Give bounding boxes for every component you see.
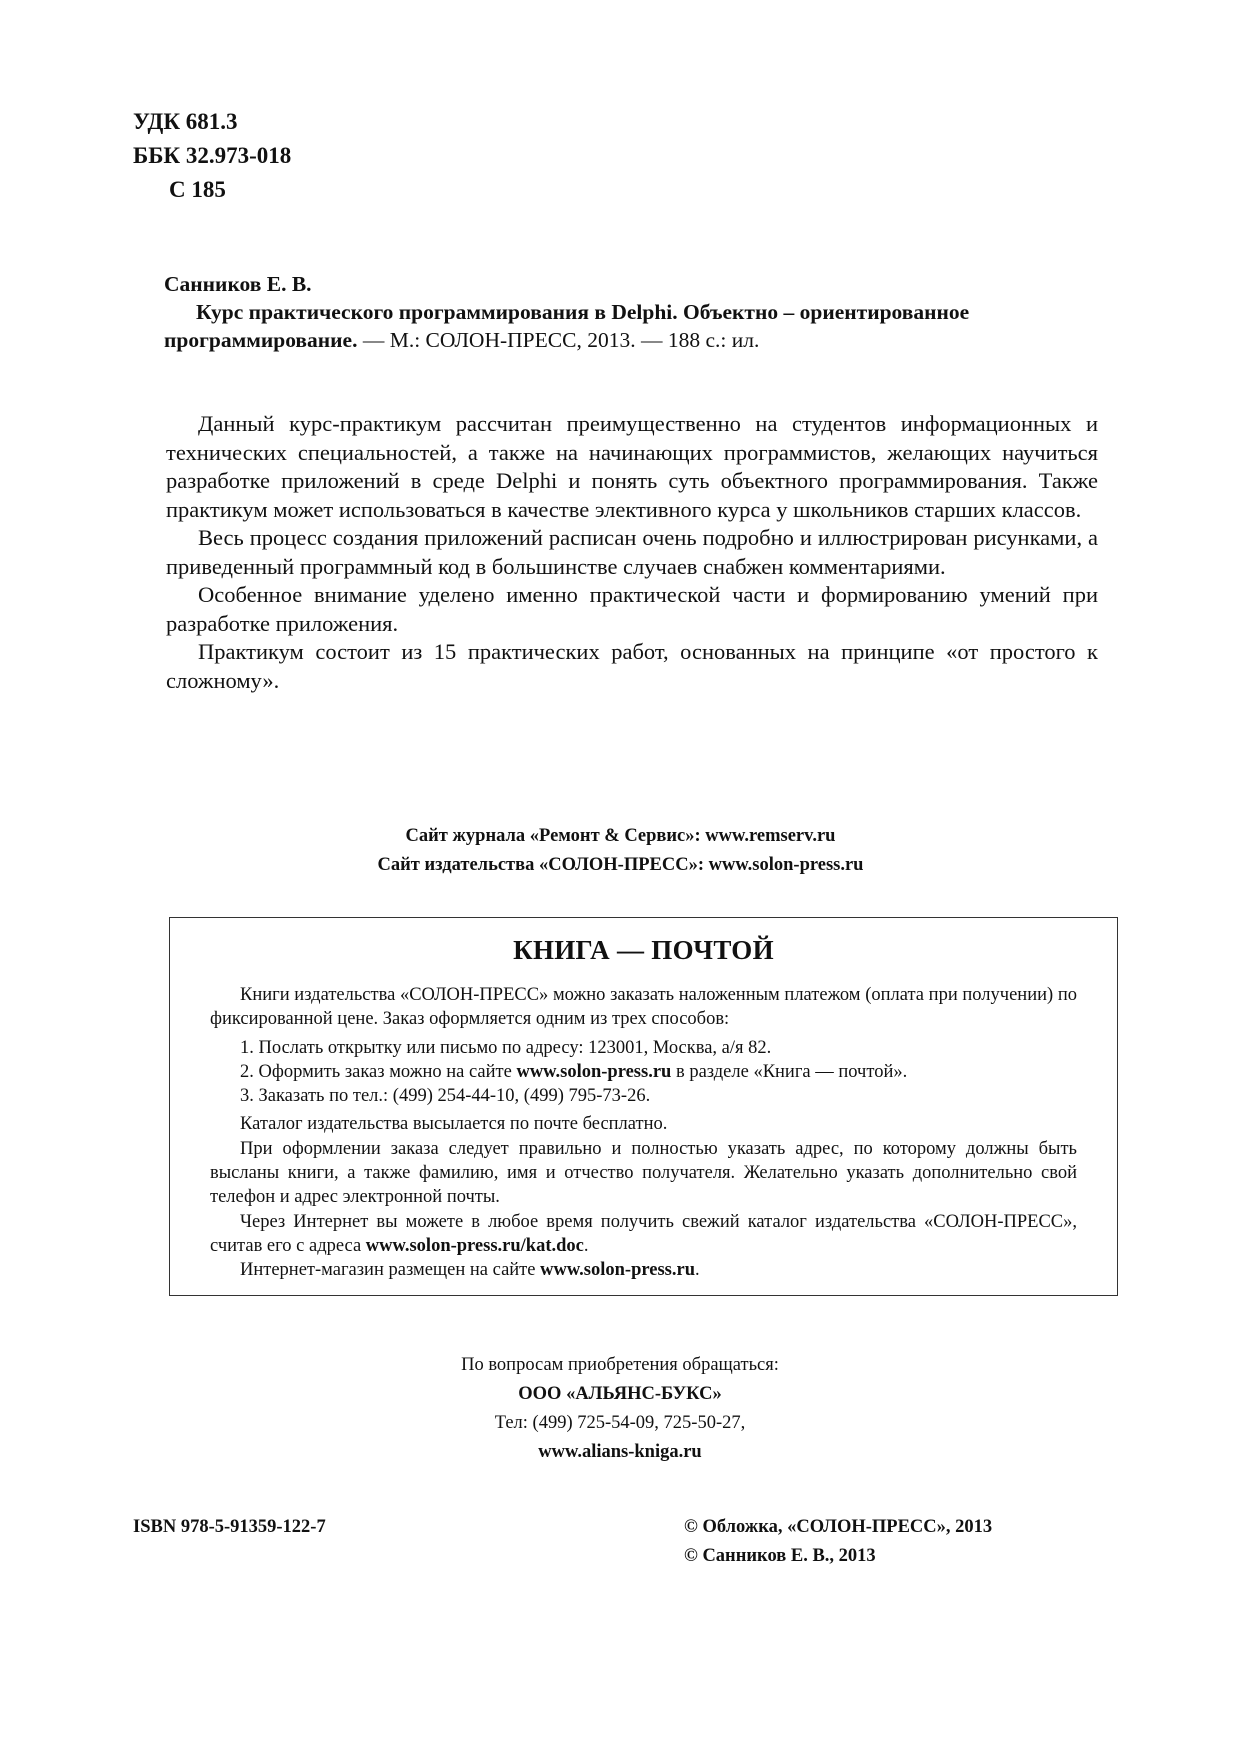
annotation-paragraph: Особенное внимание уделено именно практической части и формированию умений при разработке приложения. [166, 582, 1098, 636]
distributor-block [320, 1351, 920, 1467]
copyright-author: © Санников Е. В., 2013 [684, 1546, 876, 1566]
online-shop-link[interactable]: www.solon-press.ru [540, 1260, 695, 1281]
distributor-phone: Тел: (499) 725-54-09, 725-50-27, [494, 1413, 746, 1433]
book-title-line2 [164, 326, 1114, 354]
order-method-1: 1. Послать открытку или письмо по адресу: 123001, Москва, а/я 82. [240, 1037, 772, 1058]
online-shop-suffix: . [694, 1260, 700, 1281]
solon-press-link[interactable]: www.solon-press.ru [516, 1061, 672, 1082]
catalog-note: Каталог издательства высылается по почте бесплатно. [240, 1114, 668, 1135]
order-method-2 [210, 1060, 1077, 1084]
annotation [166, 410, 1098, 695]
distributor-website[interactable]: www.alians-kniga.ru [538, 1442, 702, 1462]
journal-site: Сайт журнала «Ремонт & Сервис»: www.remserv.ru [405, 826, 836, 846]
distributor-intro: По вопросам приобретения обращаться: [461, 1355, 779, 1375]
isbn: ISBN 978-5-91359-122-7 [133, 1517, 326, 1537]
mail-order-title: КНИГА — ПОЧТОЙ [513, 935, 774, 965]
internet-catalog-suffix: . [583, 1235, 589, 1256]
order-method-3: 3. Заказать по тел.: (499) 254-44-10, (499) 795-73-26. [240, 1086, 651, 1107]
address-note: При оформлении заказа следует правильно и полностью указать адрес, по которому должны быть высланы книги, а также фамилию, имя и отчество получателя. Желательно указать дополнительно свой телефон и адрес электронной почты. [210, 1138, 1077, 1208]
book-title-end: программирование. [164, 328, 358, 352]
mail-order-box [169, 917, 1118, 1296]
distributor-company: ООО «АЛЬЯНС-БУКС» [518, 1384, 722, 1404]
cutter-code: С 185 [169, 177, 226, 202]
classification-block [133, 105, 291, 207]
order-method-2-text: 2. Оформить заказ можно на сайте [240, 1061, 517, 1082]
bbk-code: ББК 32.973-018 [133, 143, 292, 168]
author-name: Санников Е. В. [164, 272, 312, 296]
annotation-paragraph: Весь процесс создания приложений расписан очень подробно и иллюстрирован рисунками, а приведенный программный код в большинстве случаев снабжен комментариями. [166, 525, 1098, 579]
book-title-line1: Курс практического программирования в Delphi. Объектно – ориентированное [196, 300, 970, 324]
mail-order-intro: Книги издательства «СОЛОН-ПРЕСС» можно заказать наложенным платежом (оплата при получении) по фиксированной цене. Заказ оформляется одним из трех способов: [210, 985, 1077, 1030]
internet-catalog-note [210, 1210, 1077, 1259]
copyright-block [684, 1513, 992, 1571]
online-shop-text: Интернет-магазин размещен на сайте [240, 1260, 541, 1281]
copyright-cover: © Обложка, «СОЛОН-ПРЕСС», 2013 [684, 1517, 993, 1537]
udk-code: УДК 681.3 [133, 109, 238, 134]
publisher-site: Сайт издательства «СОЛОН-ПРЕСС»: www.solon-press.ru [377, 855, 864, 875]
imprint: — М.: СОЛОН-ПРЕСС, 2013. — 188 с.: ил. [357, 328, 760, 352]
online-shop-note [210, 1258, 1077, 1282]
order-method-2-suffix: в разделе «Книга — почтой». [671, 1061, 908, 1082]
internet-catalog-text: Через Интернет вы можете в любое время получить свежий каталог издательства «СОЛОН-ПРЕСС», считав его с адреса [210, 1211, 1077, 1256]
catalog-link[interactable]: www.solon-press.ru/kat.doc [365, 1235, 584, 1256]
annotation-paragraph: Практикум состоит из 15 практических работ, основанных на принципе «от простого к сложному». [166, 639, 1098, 693]
bibliographic-record [164, 270, 1114, 354]
mail-order-body [210, 983, 1077, 1283]
annotation-paragraph: Данный курс-практикум рассчитан преимущественно на студентов информационных и технических специальностей, а также на начинающих программистов, желающих научиться разработке приложений в среде Delphi и понять суть объектного программирования. Также практикум может использоваться в качестве элективного курса у школьников старших классов. [166, 411, 1098, 522]
websites-block [140, 822, 1101, 880]
